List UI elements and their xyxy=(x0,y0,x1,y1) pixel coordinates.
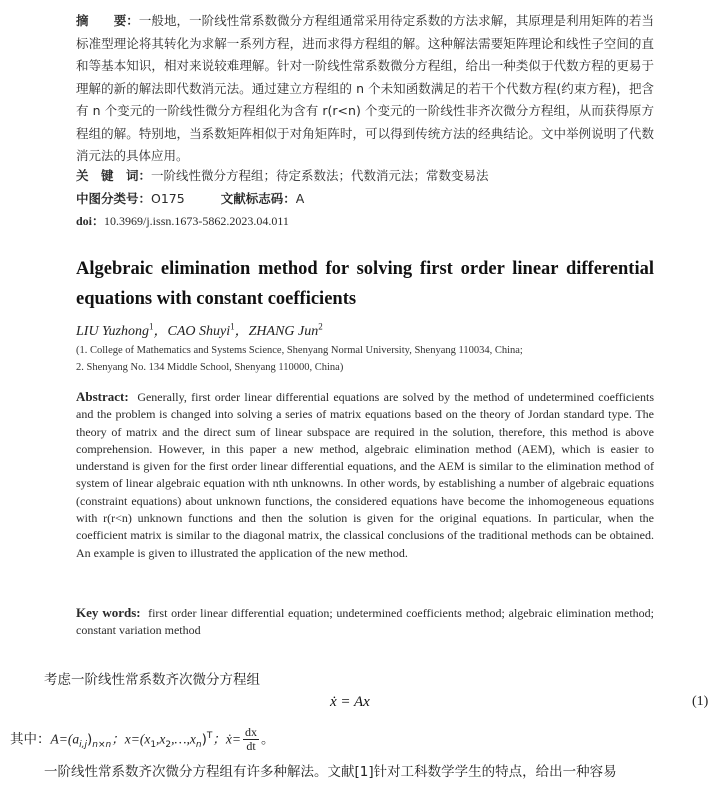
english-keywords xyxy=(76,604,654,640)
affiliations xyxy=(76,342,654,376)
where-matrix-index: i,j xyxy=(79,740,87,751)
fraction-denominator: dt xyxy=(246,739,256,753)
classification-line xyxy=(76,189,304,207)
chinese-abstract-text: 一般地，一阶线性常系数微分方程组通常采用待定系数的方法求解，其原理是利用矩阵的若当标准型理论将其转化为求解一系列方程，进而求得方程组的解。这种解法需要矩阵理论和线性子空间的直和等基本知识，相对来说较难理解。针对一阶线性常系数微分方程组，给出一种类似于代数方程的更易于理解的新的解法即代数消元法。通过建立方程组的 n 个未知函数满足的若干个代数方程(约束方程)，把含有 n 个变元的一阶线性微分方程组化为含有 r(r<n) 个变元的一阶线性非齐次微分方程组，从而获得原方程组的解。特别地，当系数矩阵相似于对角矩阵时，可以得到传统方法的经典结论。文中举例说明了代数消元法的具体应用。 xyxy=(76,13,654,163)
author-1-affiliation: 1 xyxy=(149,321,154,332)
transpose-mark: T xyxy=(206,731,213,741)
affiliation-2: 2. Shenyang No. 134 Middle School, Shenyang 110000, China) xyxy=(76,362,344,373)
where-matrix: A=(a xyxy=(50,731,80,747)
doi-value: 10.3969/j.issn.1673-5862.2023.04.011 xyxy=(104,214,289,228)
doi-line xyxy=(76,212,289,229)
chinese-abstract xyxy=(76,10,654,168)
author-2: CAO Shuyi xyxy=(167,324,231,339)
chinese-abstract-label: 摘 要： xyxy=(76,13,139,28)
equation-1: ẋ = Ax xyxy=(330,694,370,710)
affiliation-1: (1. College of Mathematics and Systems Science, Shenyang Normal University, Shenyang 110034, China; xyxy=(76,345,523,356)
classification-value: O175 xyxy=(151,191,185,206)
fraction-numerator: dx xyxy=(245,725,258,739)
where-clause: 其中：$A=(a_{i,j})_{n\times n}$；$x=(x_1,x_2,\dots,x_n)^T$；ẋ= $\frac{dx}{dt}$ 。 xyxy=(10,725,275,753)
chinese-keywords-text: 一阶线性微分方程组；待定系数法；代数消元法；常数变易法 xyxy=(151,168,489,183)
chinese-keywords xyxy=(76,166,489,184)
where-vector-2: ,x xyxy=(156,731,166,747)
author-1: LIU Yuzhong xyxy=(76,324,150,339)
where-end: 。 xyxy=(261,731,275,748)
author-3: ZHANG Jun xyxy=(248,324,319,339)
classification-label: 中图分类号： xyxy=(76,191,152,206)
where-matrix-close: ) xyxy=(86,731,93,748)
where-vector-n: ,…,x xyxy=(171,731,196,747)
document-code-value: A xyxy=(295,191,305,206)
author-separator: ， xyxy=(234,324,249,339)
document-code-label: 文献标志码： xyxy=(220,191,296,206)
english-abstract-text: Generally, first order linear differential equations are solved by the method of undetermined coefficients and the problem is changed into solving a series of matrix equations based on the theory of Jordan standard type. The theory of matrix and the direct sum of linear subspace are required in the solution, therefore, this method is above comprehension. However, in this paper a new method, algebraic elimination method (AEM), which is easier to understand is given for the first order linear differential equations, and the AEM is similar to the elimination method of system of linear algebraic equation with nth unknowns. In other words, by establishing a number of algebraic equations (constraint equations) about unknown functions, the considered equations have become the inhomogeneous equations with r(r<n) unknown functions and then the solution is given for the original equations. In particular, when the coefficient matrix is similar to the diagonal matrix, the classical conclusions of the traditional methods can be obtained. An example is given to illustrated the application of the new method. xyxy=(76,390,655,560)
english-keywords-label: Key words: xyxy=(76,605,141,620)
where-prefix: 其中： xyxy=(10,731,51,748)
doi-label: doi： xyxy=(76,214,105,228)
where-derivative: ；ẋ= xyxy=(212,731,242,747)
derivative-fraction xyxy=(243,726,259,753)
english-title: Algebraic elimination method for solving first order linear differential equations with constant coefficients xyxy=(76,259,654,309)
author-2-affiliation: 1 xyxy=(230,321,235,332)
author-list xyxy=(76,320,323,340)
intro-sentence: 考虑一阶线性常系数齐次微分方程组 xyxy=(44,672,260,688)
body-paragraph-start: 一阶线性常系数齐次微分方程组有许多种解法。文献[1]针对工科数学学生的特点，给出一种容易 xyxy=(44,764,617,780)
where-vector: ；x=(x xyxy=(111,731,151,747)
equation-number: (1) xyxy=(692,694,709,709)
english-abstract xyxy=(76,388,654,562)
where-vector-close: ) xyxy=(201,731,207,748)
author-3-affiliation: 2 xyxy=(318,321,323,332)
where-matrix-size: n×n xyxy=(92,740,112,751)
chinese-keywords-label: 关 键 词： xyxy=(76,168,152,183)
author-separator: ， xyxy=(153,324,168,339)
english-abstract-label: Abstract: xyxy=(76,389,129,404)
english-keywords-text: first order linear differential equation; undetermined coefficients method; algebraic elimination method; constant variation method xyxy=(76,606,655,638)
